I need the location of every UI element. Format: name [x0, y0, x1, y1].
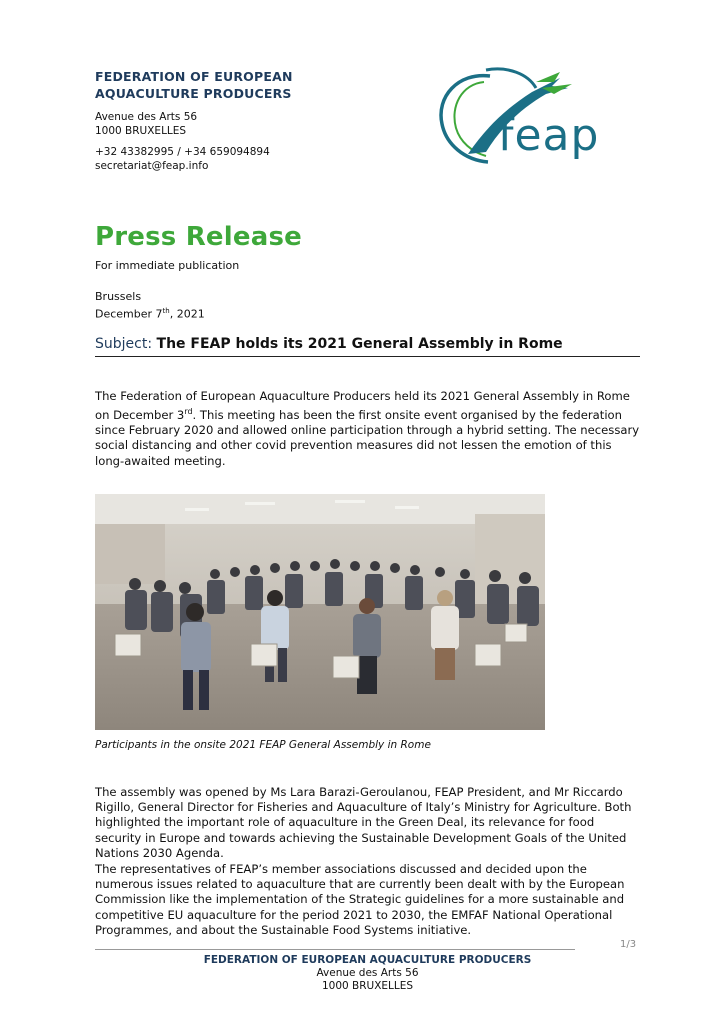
- phone-numbers: +32 43382995 / +34 659094894: [95, 146, 270, 158]
- feap-logo-icon: [428, 62, 618, 167]
- contact-block: [95, 145, 270, 173]
- footer-divider: [95, 949, 575, 950]
- body-paragraph-1: [95, 785, 640, 861]
- feap-logo: [428, 62, 618, 167]
- assembly-photo-image: [95, 494, 545, 730]
- assembly-photo: [95, 494, 545, 730]
- email-address: secretariat@feap.info: [95, 160, 209, 172]
- page-number: 1/3: [620, 939, 637, 950]
- org-name-line2: AQUACULTURE PRODUCERS: [95, 86, 292, 101]
- date-suffix: th: [162, 307, 170, 315]
- footer-address-line1: Avenue des Arts 56: [316, 967, 419, 979]
- intro-sup: rd: [184, 407, 193, 417]
- date-day: December 7: [95, 307, 163, 321]
- body-paragraph-2-text: The representatives of FEAP’s member associations discussed and decided upon the numerous issues related to aquaculture that are currently been dealt with by the European Commission like the implementation of the Strategic guidelines for a more sustainable and competitive EU aquaculture for the period 2021 to 2030, the EMFAF National Operational Programmes, and about the Sustainable Food Systems initiative.: [95, 862, 625, 937]
- address-block: [95, 110, 197, 138]
- press-release-title: Press Release: [95, 222, 302, 252]
- subject-text: The FEAP holds its 2021 General Assembly in Rome: [156, 336, 563, 352]
- date-year: , 2021: [169, 307, 205, 321]
- footer-org-name: FEDERATION OF EUROPEAN AQUACULTURE PRODUCERS: [203, 954, 532, 966]
- org-name: [95, 68, 293, 102]
- address-line2: 1000 BRUXELLES: [95, 125, 187, 137]
- logo-text: feap: [498, 110, 600, 161]
- dateline-date: [95, 304, 205, 322]
- publication-note: For immediate publication: [95, 259, 240, 272]
- subject-line: [95, 336, 640, 357]
- intro-paragraph: [95, 389, 640, 469]
- intro-part1: The Federation of European Aquaculture Producers held its 2021 General Assembly in Rome on December 3: [95, 389, 630, 423]
- footer: [95, 954, 640, 993]
- subject-label: Subject:: [95, 336, 153, 352]
- org-name-line1: FEDERATION OF EUROPEAN: [95, 69, 293, 84]
- address-line1: Avenue des Arts 56: [95, 111, 198, 123]
- body-paragraph-2: [95, 862, 640, 938]
- photo-caption: Participants in the onsite 2021 FEAP General Assembly in Rome: [95, 739, 431, 751]
- footer-address-line2: 1000 BRUXELLES: [321, 980, 414, 992]
- intro-part2: . This meeting has been the first onsite event organised by the federation since February 2020 and allowed online participation through a hybrid setting. The necessary social distancing and other covid prevention measures did not lessen the emotion of this long-awaited meeting.: [95, 408, 640, 468]
- body-paragraph-1-text: The assembly was opened by Ms Lara Barazi-Geroulanou, FEAP President, and Mr Riccardo Rigillo, General Director for Fisheries and Aquaculture of Italy’s Ministry for Agriculture. Both highlighted the important role of aquaculture in the Green Deal, its relevance for food security in Europe and towards achieving the Sustainable Development Goals of the United Nations 2030 Agenda.: [95, 785, 632, 860]
- dateline-city: Brussels: [95, 290, 142, 303]
- dateline: [95, 289, 205, 322]
